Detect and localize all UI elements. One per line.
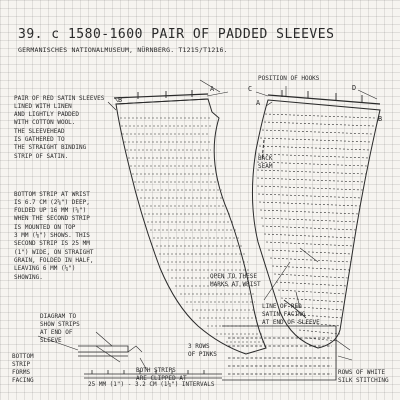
point-label-d-right: D (352, 84, 357, 92)
right-sleevehead-binding (268, 95, 380, 104)
note-open-wrist: OPEN TO THESE MARKS AT WRIST (210, 272, 261, 288)
note-white-silk: ROWS OF WHITE SILK STITCHING (338, 368, 389, 384)
note-bottom-facing: BOTTOM STRIP FORMS FACING (12, 352, 34, 385)
left-sleeve-stitch-rows (120, 118, 264, 342)
note-clipped: BOTH STRIPS ARE CLIPPED AT (136, 366, 187, 382)
note-red-satin-line: LINE OF RED SATIN FACING AT END OF SLEEVE (262, 302, 320, 327)
point-label-a-left: A (210, 85, 215, 93)
left-sleevehead-binding (114, 94, 208, 98)
label-back-seam: BACK SEAM (258, 154, 273, 170)
note-pinks: 3 ROWS OF PINKS (188, 342, 217, 358)
page-title: 39. c 1580-1600 PAIR OF PADDED SLEEVES (18, 27, 335, 42)
page-subtitle: GERMANISCHES NATIONALMUSEUM, NÜRNBERG. T1215/T1216. (18, 46, 228, 54)
note-bottom-strip: BOTTOM STRIP AT WRIST IS 6.7 CM (2⅝") DEEP, FOLDED UP 16 MM (⅝") WHEN THE SECOND STRIP IS MOUNTED ON TOP 3 MM (⅛") SHOWS. THIS SECOND STRIP IS 25 MM (1") WIDE, ON STRAIGHT GRAIN, FOLDED IN HALF, LEAVING 6 MM (¼") SHOWING. (14, 190, 94, 281)
left-top-edge (116, 96, 208, 104)
point-label-c-right: C (248, 85, 253, 93)
note-lining: PAIR OF RED SATIN SLEEVES LINED WITH LINEN AND LIGHTLY PADDED WITH COTTON WOOL. THE SLEEVEHEAD IS GATHERED TO THE STRAIGHT BINDING STRIP OF SATIN. (14, 94, 105, 160)
left-sleeve-outline (116, 96, 266, 354)
point-label-b-left: B (118, 96, 123, 104)
note-diagram-strips: DIAGRAM TO SHOW STRIPS AT END OF SLEEVE (40, 312, 80, 345)
point-label-a-right: A (256, 99, 261, 107)
label-position-of-hooks: POSITION OF HOOKS (258, 75, 320, 82)
point-label-b-right: B (378, 115, 383, 123)
note-intervals: 25 MM (1") - 3.2 CM (1¼") INTERVALS (88, 381, 215, 388)
